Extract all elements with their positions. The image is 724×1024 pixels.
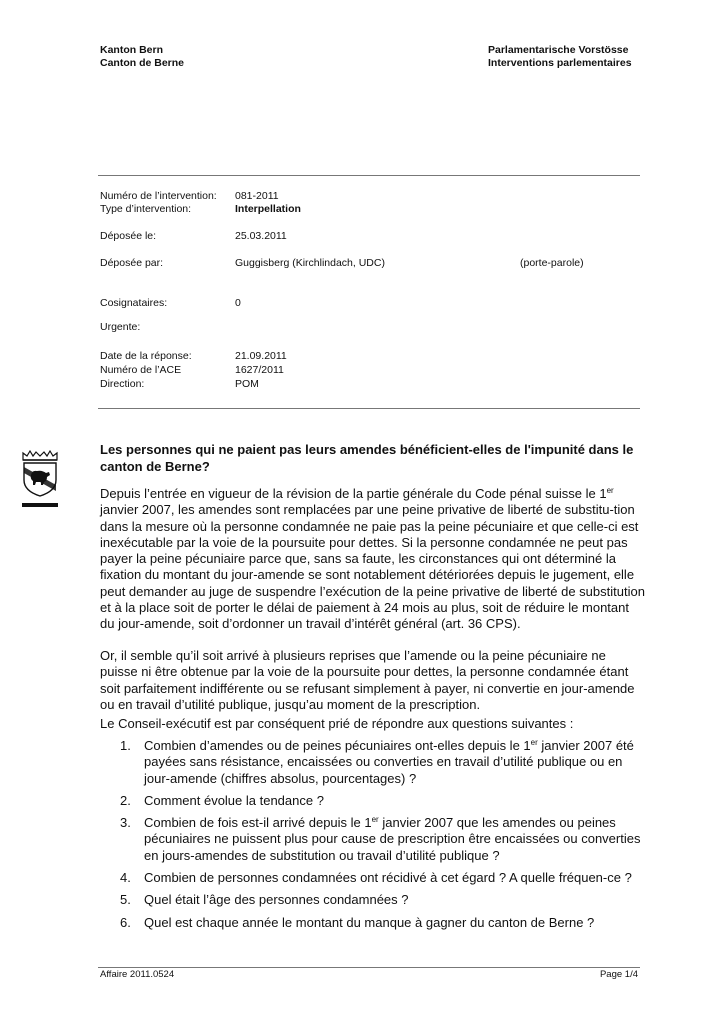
bern-coat-of-arms-icon [20, 448, 60, 508]
question-item [100, 870, 645, 886]
question-text-b: janvier 2007 que les amendes ou peines pécuniaires ne puissent plus pour cause de prescription être encaissées ou converties en jours-amendes de substitution ou travail d’utilité publique ? [144, 815, 641, 863]
paragraph-3 [100, 716, 645, 732]
question-number: 4. [120, 870, 131, 886]
footer-affaire: Affaire 2011.0524 [100, 969, 175, 980]
question-item [100, 915, 645, 931]
deposee-par-value: Guggisberg (Kirchlindach, UDC) [235, 257, 385, 269]
date-reponse-value: 21.09.2011 [235, 350, 287, 362]
question-superscript: er [371, 815, 379, 825]
numero-ace-label: Numéro de l’ACE [100, 364, 182, 376]
question-text-b: janvier 2007 été payées sans résistance, encaissées ou converties en travail d’utilité publique ou en jour-amende (chiffres absolus, pourcentages) ? [144, 738, 634, 786]
question-text-a: Combien de personnes condamnées ont récidivé à cet égard ? A quelle fréquen-ce ? [144, 870, 632, 886]
paragraph-1 [100, 486, 645, 633]
document-title: Les personnes qui ne paient pas leurs amendes bénéficient-elles de l'impunité dans le canton de Berne? [100, 442, 634, 474]
header-canton-de: Kanton Bern [100, 44, 163, 56]
paragraph-1-part-a: Depuis l’entrée en vigueur de la révision de la partie générale du Code pénal suisse le 1 [100, 486, 607, 501]
divider-meta [98, 408, 640, 409]
question-superscript: er [530, 738, 538, 747]
type-value: Interpellation [235, 203, 301, 215]
question-item [100, 793, 645, 809]
numero-label: Numéro de l’intervention: [100, 190, 217, 202]
question-number: 2. [120, 792, 131, 808]
header-section-de: Parlamentarische Vorstösse [488, 44, 629, 56]
question-number: 5. [120, 892, 131, 908]
paragraph-1-superscript: er [606, 486, 614, 495]
question-item [100, 738, 645, 787]
paragraph-2-text: Or, il semble qu’il soit arrivé à plusieurs reprises que l’amende ou la peine pécuniaire ne puisse ni être obtenue par la voie de la poursuite pour dettes, la personne condamnée étant soit parfaitement indifférente ou se refusant simplement à payer, ni convertie en jour-amende ou en travail d’utilité publique, jusqu’au moment de la prescription. [100, 648, 635, 712]
type-label: Type d’intervention: [100, 203, 192, 215]
questions-list [100, 738, 645, 937]
question-item [100, 892, 645, 908]
header-canton-fr: Canton de Berne [100, 57, 185, 69]
deposee-le-value: 25.03.2011 [235, 230, 287, 242]
question-text-a: Quel était l’âge des personnes condamnées ? [144, 892, 409, 908]
question-text-a: Comment évolue la tendance ? [144, 792, 324, 808]
header-canton [100, 44, 184, 70]
paragraph-1-part-b: janvier 2007, les amendes sont remplacées par une peine privative de liberté de substitu-tion dans la mesure où la personne condamnée ne paie pas la peine pécuniaire et que celle-ci est inexécutable par la voie de la poursuite pour dettes. Si la personne condamnée ne peut pas payer la peine pécuniaire parce que, sans sa faute, les circonstances qui ont déterminé la fixation du montant du jour-amende se sont notablement détériorées depuis le jugement, elle peut demander au juge de suspendre l’exécution de la peine privative de liberté de substitution et à la place soit de porter le délai de paiement à 24 mois au plus, soit de réduire le montant du jour-amende, soit d’ordonner un travail d’intérêt général (art. 36 CPS). [100, 502, 645, 632]
question-item [100, 815, 645, 864]
direction-label: Direction: [100, 378, 145, 390]
deposee-le-label: Déposée le: [100, 230, 157, 242]
deposee-par-role: (porte-parole) [520, 257, 584, 269]
header-section-fr: Interventions parlementaires [488, 57, 632, 69]
numero-value: 081-2011 [235, 190, 279, 202]
deposee-par-label: Déposée par: [100, 257, 164, 269]
question-text-a: Combien de fois est-il arrivé depuis le 1 [144, 815, 372, 831]
question-number: 6. [120, 914, 131, 930]
cosignataires-value: 0 [235, 297, 241, 309]
cosignataires-label: Cosignataires: [100, 297, 168, 309]
date-reponse-label: Date de la réponse: [100, 350, 192, 362]
question-number: 1. [120, 738, 131, 753]
divider-footer [98, 967, 640, 968]
urgente-label: Urgente: [100, 321, 141, 333]
footer-page-number: Page 1/4 [599, 969, 638, 980]
direction-value: POM [235, 378, 259, 390]
question-number: 3. [120, 815, 131, 831]
numero-ace-value: 1627/2011 [235, 364, 284, 376]
question-text-a: Combien d’amendes ou de peines pécuniaires ont-elles depuis le 1 [144, 738, 531, 753]
paragraph-2 [100, 648, 645, 713]
divider-top [98, 175, 640, 176]
question-text-a: Quel est chaque année le montant du manque à gagner du canton de Berne ? [144, 914, 595, 930]
paragraph-3-text: Le Conseil-exécutif est par conséquent prié de répondre aux questions suivantes : [100, 716, 574, 731]
header-section [488, 44, 632, 70]
